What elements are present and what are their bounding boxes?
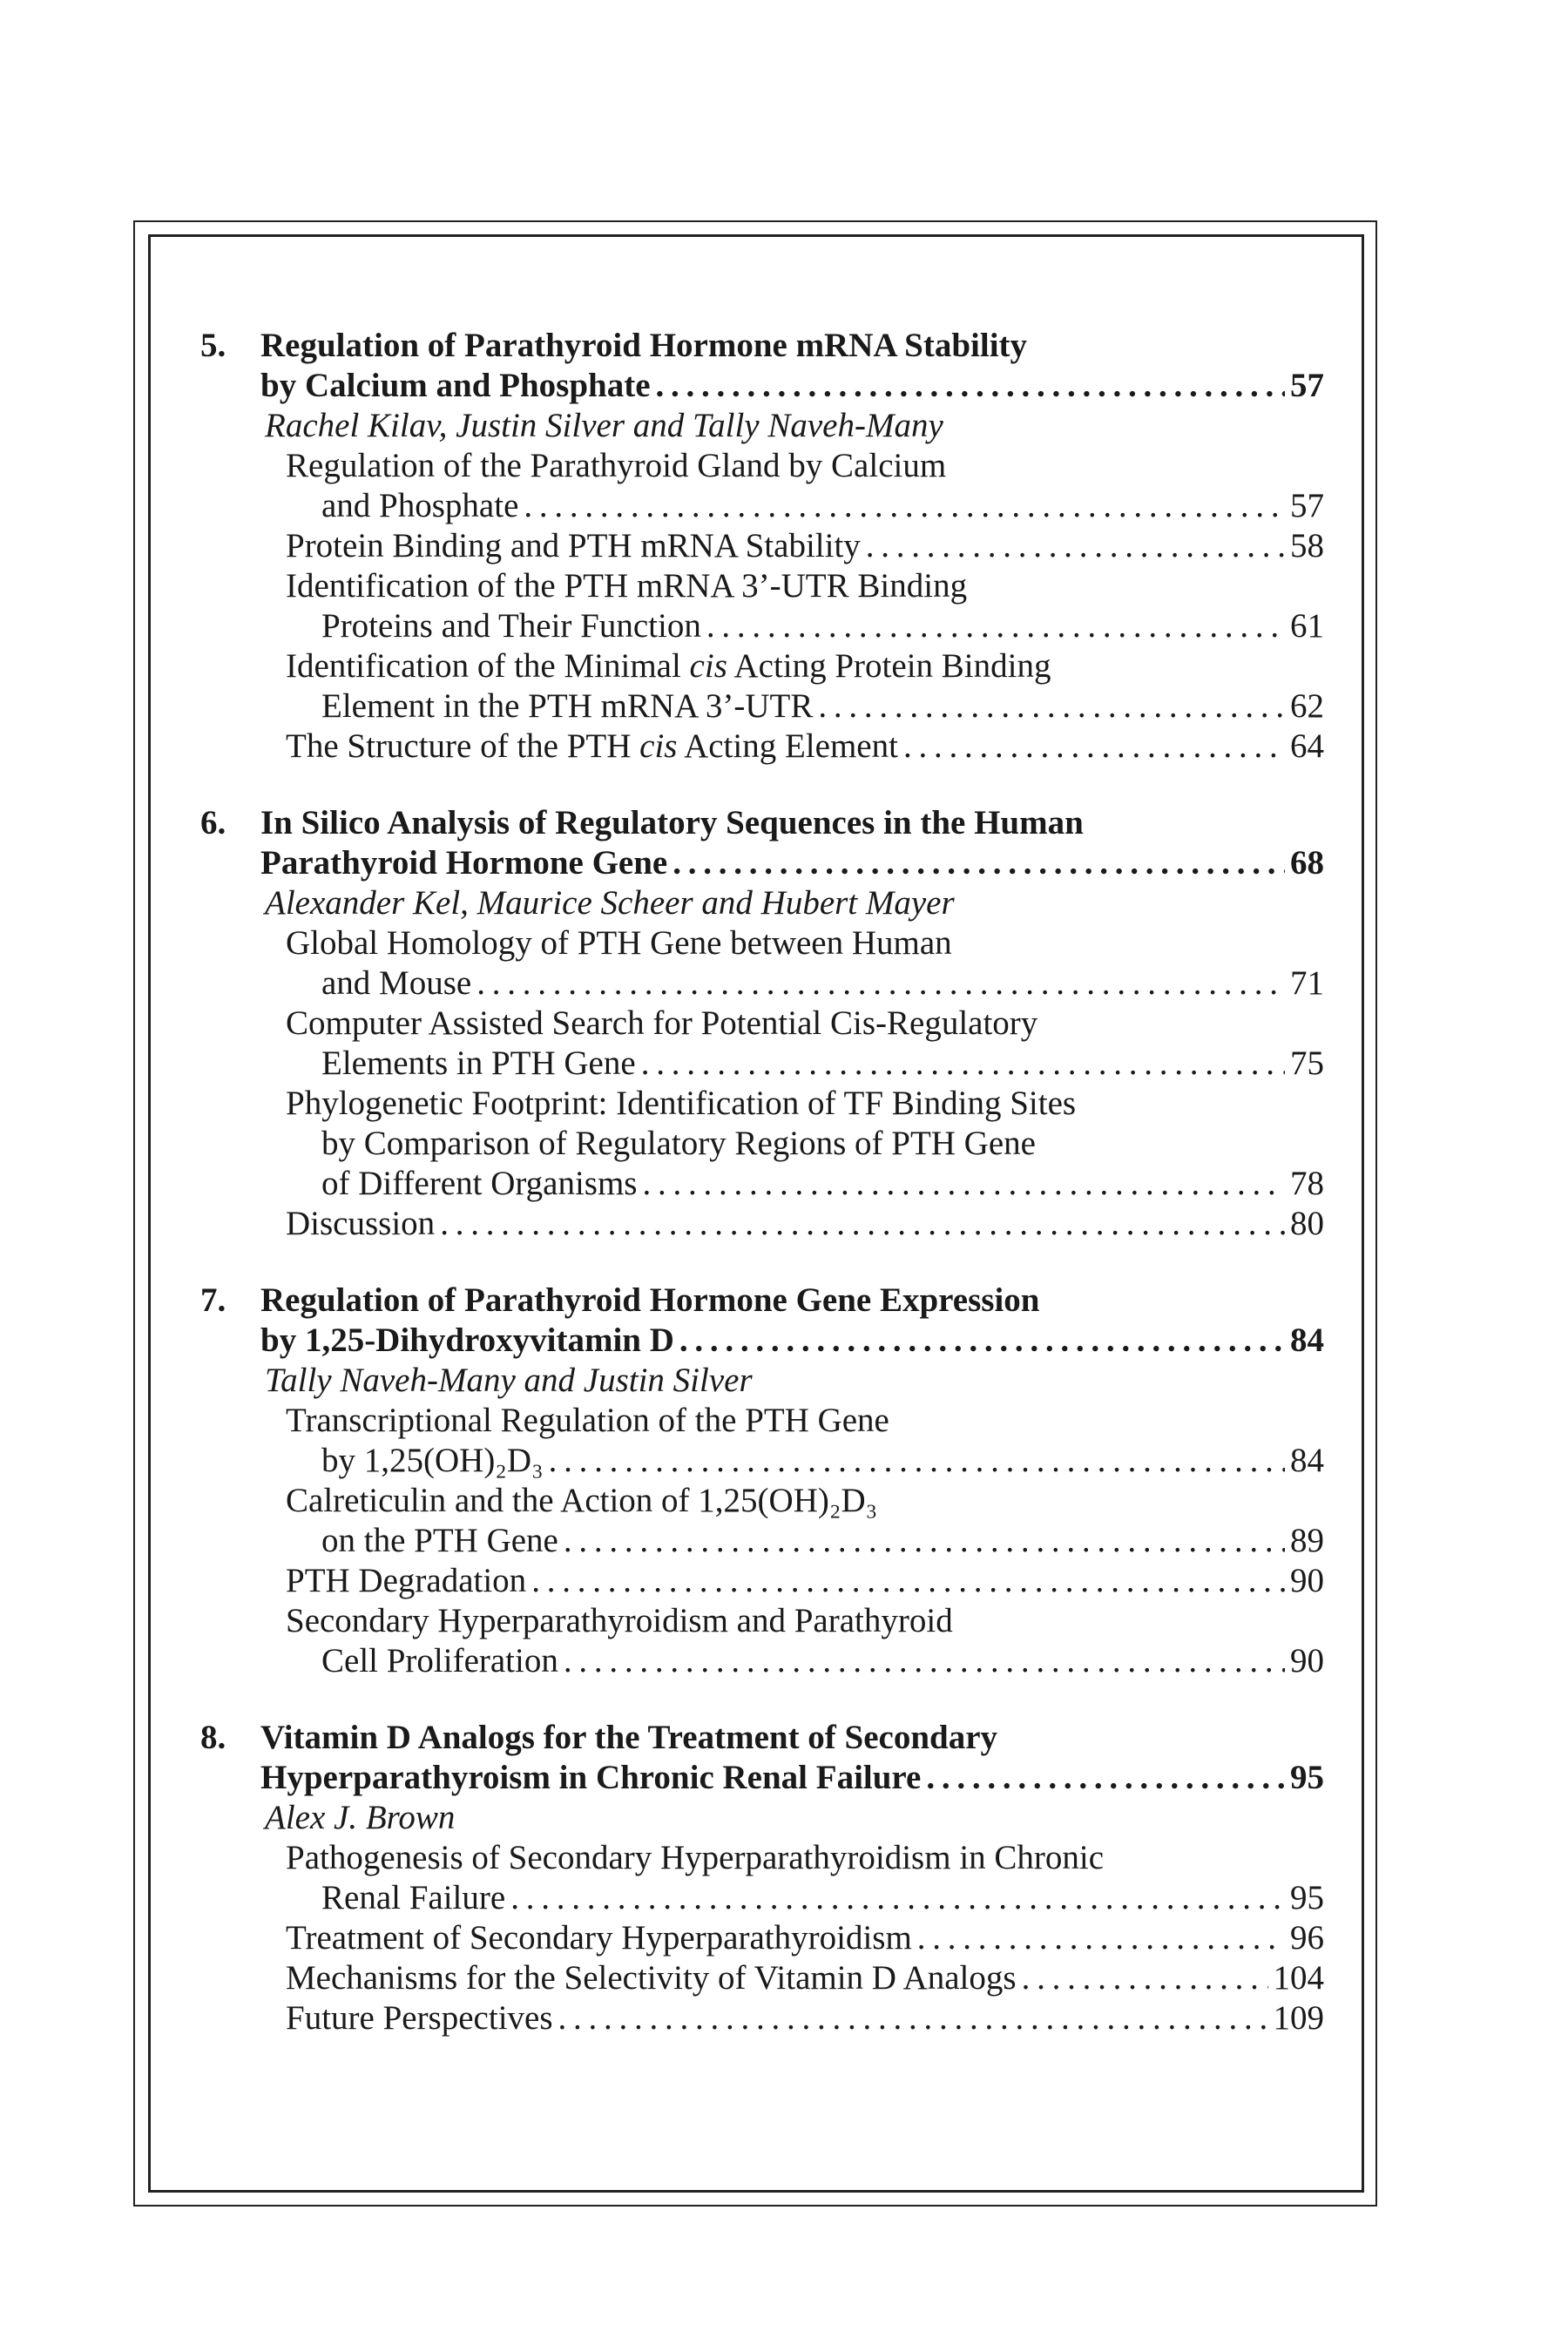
chapter-5 (200, 326, 1324, 767)
section-title: Regulation of the Parathyroid Gland by Calcium (286, 447, 947, 484)
table-of-contents (200, 326, 1324, 2075)
section-entry[interactable]: PTH Degradation . . . 90 (200, 1561, 1324, 1601)
chapter-7 (200, 1281, 1324, 1681)
section-entry[interactable]: Elements in PTH Gene . . . 75 (200, 1044, 1324, 1084)
chapter-authors: Alex J. Brown (265, 1799, 456, 1836)
page-number: 75 (1290, 1044, 1324, 1082)
section-entry[interactable]: of Different Organisms . . . 78 (200, 1164, 1324, 1204)
section-entry[interactable]: and Phosphate . . . 57 (200, 486, 1324, 526)
chapter-authors: Alexander Kel, Maurice Scheer and Hubert Mayer (265, 884, 955, 922)
section-title: Calreticulin and the Action of 1,25(OH)₂D₃ (286, 1482, 878, 1519)
section-entry[interactable]: by 1,25(OH)₂D₃ . . . 84 (200, 1441, 1324, 1481)
chapter-title: In Silico Analysis of Regulatory Sequences in the Human (260, 804, 1084, 841)
section-entry[interactable]: Element in the PTH mRNA 3’-UTR . . . 62 (200, 686, 1324, 727)
page-number: 57 (1290, 367, 1324, 404)
chapter-title-line[interactable]: by Calcium and Phosphate . . . 57 (200, 366, 1324, 406)
section-entry[interactable]: Proteins and Their Function . . . 61 (200, 606, 1324, 646)
section-entry[interactable]: Mechanisms for the Selectivity of Vitamin D Analogs . . . 104 (200, 1958, 1324, 1998)
section-entry[interactable]: The Structure of the PTH cis Acting Element . . . 64 (200, 727, 1324, 767)
section-entry[interactable]: Discussion . . . 80 (200, 1204, 1324, 1244)
chapter-title-line[interactable]: Hyperparathyroism in Chronic Renal Failure . . . 95 (200, 1758, 1324, 1798)
page-number: 58 (1290, 527, 1324, 564)
chapter-title: Regulation of Parathyroid Hormone mRNA Stability (260, 327, 1028, 364)
section-title: Transcriptional Regulation of the PTH Gene (286, 1402, 889, 1439)
chapter-6 (200, 803, 1324, 1244)
chapter-title: Vitamin D Analogs for the Treatment of Secondary (260, 1719, 998, 1756)
chapter-title-line[interactable]: by 1,25-Dihydroxyvitamin D . . . 84 (200, 1321, 1324, 1361)
page-number: 64 (1290, 727, 1324, 765)
section-title: Identification of the Minimal cis Acting Protein Binding (286, 647, 1051, 685)
section-title: Identification of the PTH mRNA 3’-UTR Binding (286, 567, 968, 605)
section-entry[interactable]: and Mouse . . . 71 (200, 963, 1324, 1004)
chapter-number: 5. (200, 327, 226, 364)
chapter-authors: Tally Naveh-Many and Justin Silver (265, 1362, 753, 1399)
page-number: 84 (1290, 1442, 1324, 1479)
page-number: 78 (1290, 1165, 1324, 1202)
chapter-8 (200, 1718, 1324, 2038)
chapter-title-line[interactable]: Parathyroid Hormone Gene . . . 68 (200, 843, 1324, 883)
page-number: 57 (1290, 487, 1324, 524)
page-number: 109 (1273, 1999, 1324, 2037)
chapter-number: 7. (200, 1281, 226, 1319)
section-title: by Comparison of Regulatory Regions of PTH Gene (321, 1125, 1036, 1162)
section-entry[interactable]: on the PTH Gene . . . 89 (200, 1521, 1324, 1561)
section-entry[interactable]: Protein Binding and PTH mRNA Stability . . . 58 (200, 526, 1324, 566)
section-entry[interactable]: Treatment of Secondary Hyperparathyroidism . . . 96 (200, 1918, 1324, 1958)
section-title: Pathogenesis of Secondary Hyperparathyroidism in Chronic (286, 1839, 1105, 1876)
page-number: 84 (1290, 1321, 1324, 1359)
section-title: Secondary Hyperparathyroidism and Parathyroid (286, 1602, 953, 1639)
page-number: 62 (1290, 687, 1324, 725)
section-entry[interactable]: Future Perspectives . . . 109 (200, 1998, 1324, 2038)
section-entry[interactable]: Renal Failure . . . 95 (200, 1878, 1324, 1918)
page-number: 90 (1290, 1562, 1324, 1599)
page-number: 68 (1290, 844, 1324, 882)
chapter-authors: Rachel Kilav, Justin Silver and Tally Naveh-Many (265, 407, 943, 444)
section-title: Computer Assisted Search for Potential Cis-Regulatory (286, 1004, 1038, 1042)
page-number: 90 (1290, 1642, 1324, 1680)
page-number: 71 (1290, 964, 1324, 1002)
page-number: 89 (1290, 1522, 1324, 1559)
chapter-title: Regulation of Parathyroid Hormone Gene Expression (260, 1281, 1040, 1319)
section-title: Phylogenetic Footprint: Identification of TF Binding Sites (286, 1085, 1077, 1122)
page-number: 95 (1290, 1759, 1324, 1796)
page-number: 80 (1290, 1205, 1324, 1242)
page-number: 61 (1290, 607, 1324, 645)
chapter-number: 6. (200, 804, 226, 841)
page-number: 96 (1290, 1919, 1324, 1957)
section-entry[interactable]: Cell Proliferation . . . 90 (200, 1641, 1324, 1681)
page-number: 104 (1273, 1959, 1324, 1997)
chapter-number: 8. (200, 1719, 226, 1756)
section-title: Global Homology of PTH Gene between Human (286, 924, 952, 962)
page-number: 95 (1290, 1879, 1324, 1916)
